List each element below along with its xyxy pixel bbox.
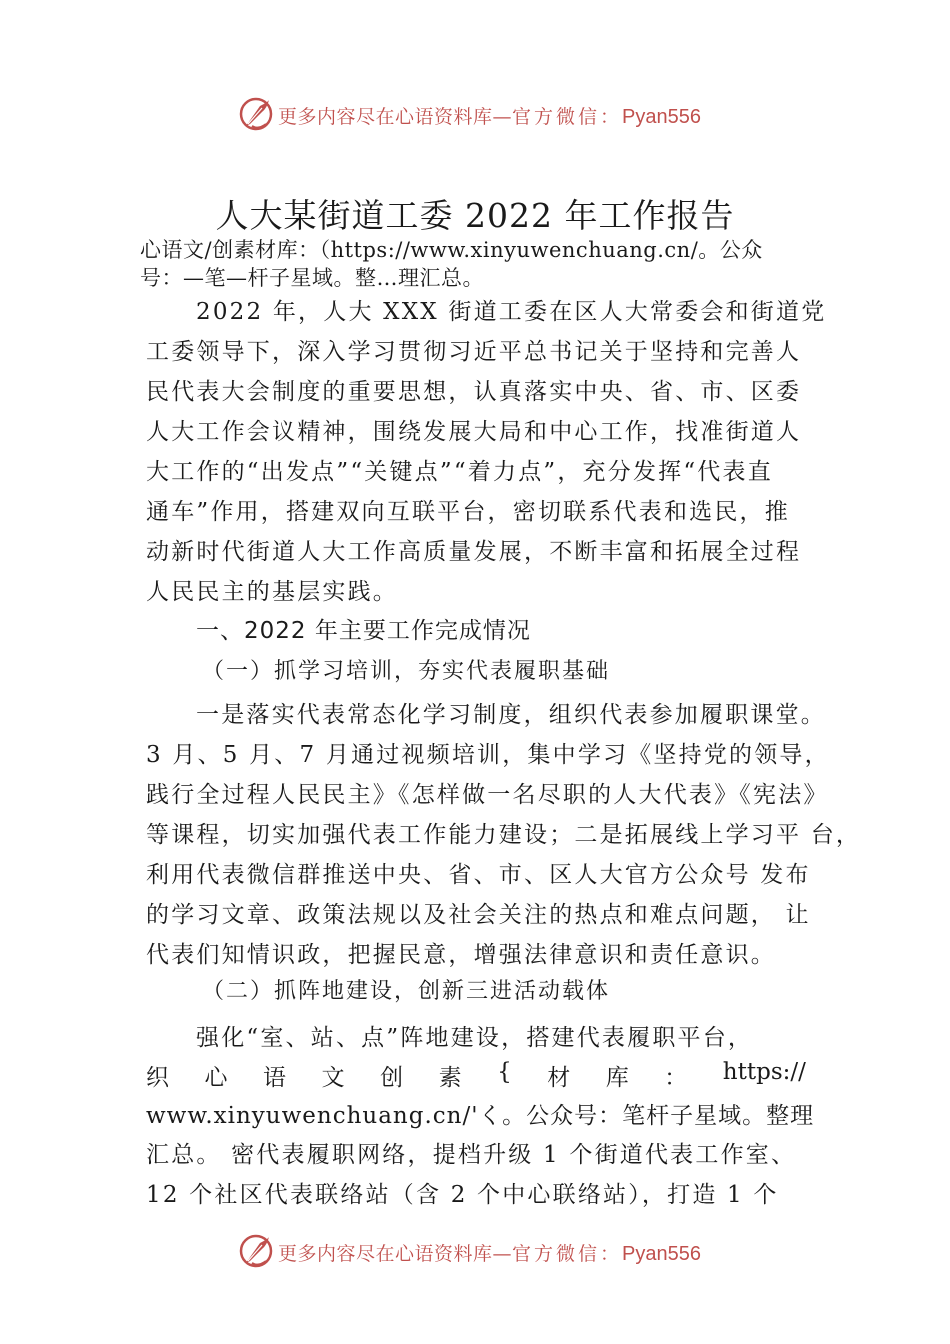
paragraph-line: 12 个社区代表联络站（含 2 个中心联络站），打造 1 个	[146, 1182, 779, 1208]
spread-char: 素	[438, 1065, 462, 1091]
document-title: 人大某街道工委 2022 年工作报告	[215, 196, 735, 235]
banner-wechat-id: Pyan556	[622, 1243, 701, 1265]
spread-char: 心	[204, 1065, 228, 1091]
banner-library-text: 更多内容尽在心语资料库—	[278, 1243, 513, 1265]
spread-char: 语	[263, 1065, 287, 1091]
paragraph-line: 动新时代街道人大工作高质量发展，不断丰富和拓展全过程	[146, 539, 802, 565]
banner-text	[278, 102, 701, 129]
spread-char: 文	[321, 1065, 345, 1091]
banner-wechat-id: Pyan556	[622, 106, 701, 128]
feather-pen-logo-icon	[238, 96, 274, 132]
banner-wechat-label: 官方微信：	[512, 106, 623, 128]
paragraph-line: 践行全过程人民民主》《怎样做一名尽职的人大代表》《宪法》	[146, 782, 829, 808]
paragraph-line: 人民民主的基层实践。	[146, 579, 398, 605]
paragraph-line: 民代表大会制度的重要思想，认真落实中央、省、市、区委	[146, 379, 802, 405]
section-heading: 一、2022 年主要工作完成情况	[196, 618, 531, 644]
spread-char: 材	[547, 1065, 571, 1091]
paragraph-line: 强化“室、站、点”阵地建设，搭建代表履职平台，	[196, 1025, 754, 1051]
source-line: 号：—笔—杆子星域。整…理汇总。	[140, 266, 484, 290]
header-banner	[0, 96, 950, 136]
paragraph-line: www.xinyuwenchuang.cn/'く。公众号：笔杆子星域。整理	[146, 1103, 815, 1129]
paragraph-line: 等课程，切实加强代表工作能力建设；二是拓展线上学习平 台，	[146, 822, 862, 848]
paragraph-line: 3 月、5 月、7 月通过视频培训，集中学习《坚持党的领导，	[146, 742, 830, 768]
banner-wechat-label: 官方微信：	[512, 1243, 623, 1265]
spread-char: 织	[146, 1065, 169, 1091]
banner-library-text: 更多内容尽在心语资料库—	[278, 106, 513, 128]
spread-char: {	[497, 1059, 512, 1085]
paragraph-line: 利用代表微信群推送中央、省、市、区人大官方公众号 发布	[146, 862, 811, 888]
spread-line	[146, 1059, 806, 1092]
source-line: 心语文/创素材库：（https://www.xinyuwenchuang.cn/。公众	[140, 238, 763, 262]
paragraph-line: 工委领导下，深入学习贯彻习近平总书记关于坚持和完善人	[146, 339, 802, 365]
paragraph-line: 代表们知情识政，把握民意，增强法律意识和责任意识。	[146, 942, 776, 968]
footer-banner	[0, 1233, 950, 1273]
feather-pen-logo-icon	[238, 1233, 274, 1269]
paragraph-line: 一是落实代表常态化学习制度，组织代表参加履职课堂。	[196, 702, 826, 728]
paragraph-line: 大工作的“出发点”“关键点”“着力点”，充分发挥“代表直	[146, 459, 773, 485]
paragraph-line: 2022 年，人大 XXX 街道工委在区人大常委会和街道党	[196, 299, 827, 325]
paragraph-line: 汇总。 密代表履职网络，提档升级 1 个街道代表工作室、	[146, 1142, 797, 1168]
subsection-heading: （一）抓学习培训，夯实代表履职基础	[202, 659, 611, 684]
banner-text	[278, 1239, 701, 1266]
paragraph-line: 通车”作用，搭建双向互联平台，密切联系代表和选民，推	[146, 499, 790, 525]
spread-url: https://	[722, 1059, 806, 1085]
spread-char: 库	[605, 1065, 629, 1091]
spread-char: ：	[664, 1065, 688, 1091]
spread-char: 创	[380, 1065, 404, 1091]
subsection-heading: （二）抓阵地建设，创新三进活动载体	[202, 979, 611, 1004]
paragraph-line: 的学习文章、政策法规以及社会关注的热点和难点问题， 让	[146, 902, 811, 928]
paragraph-line: 人大工作会议精神，围绕发展大局和中心工作，找准街道人	[146, 419, 802, 445]
